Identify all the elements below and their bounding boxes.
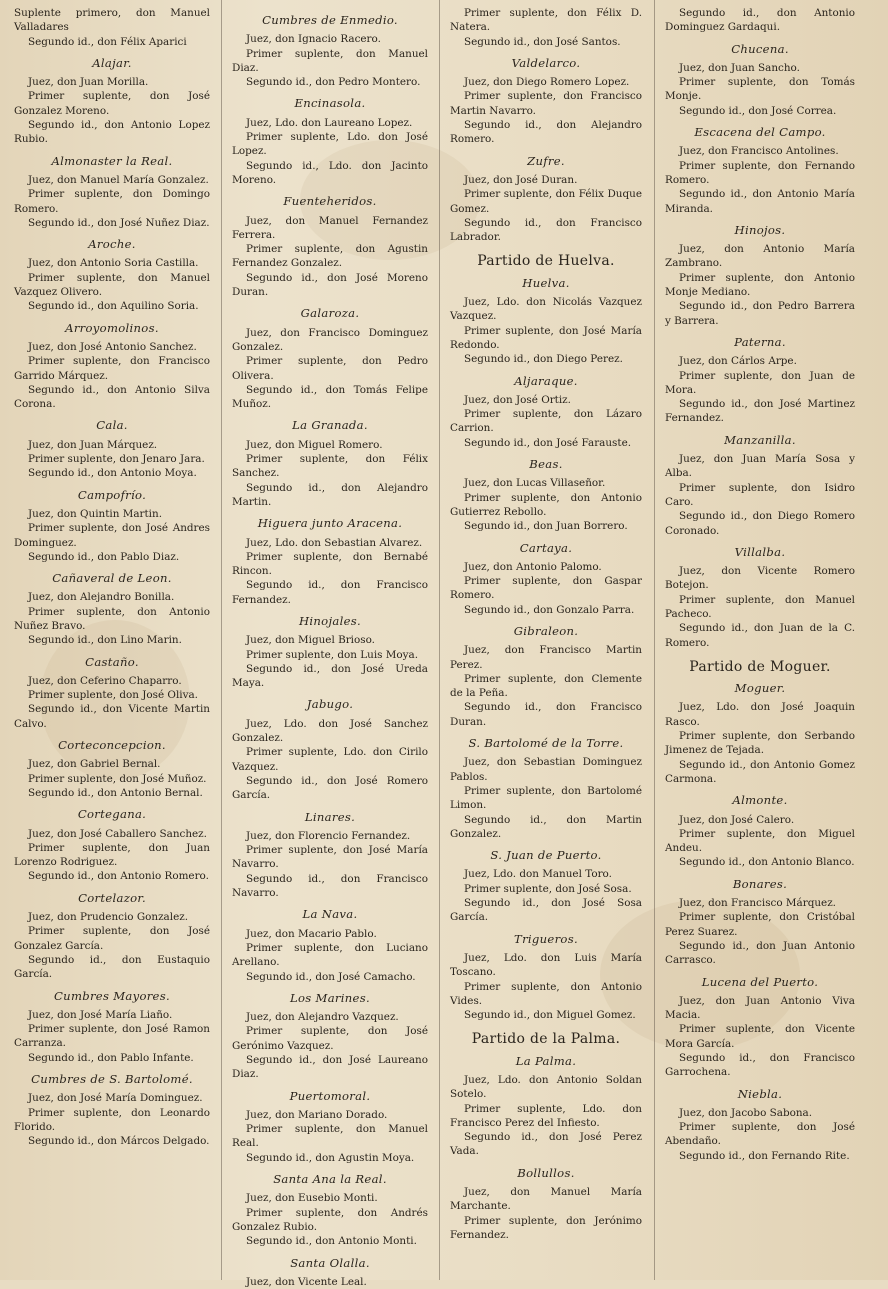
appointment-entry: Primer suplente, don José Abendaño.	[665, 1121, 855, 1148]
appointment-entry: Segundo id., don Diego Romero Coronado.	[665, 510, 855, 537]
column-divider	[439, 0, 440, 1280]
town-heading: Niebla.	[737, 1086, 783, 1101]
appointment-entry: Juez, don Florencio Fernandez.	[246, 829, 411, 842]
appointment-entry: Juez, don José María Dominguez.	[28, 1092, 203, 1105]
appointment-entry: Primer suplente, don Antonio Vides.	[450, 980, 642, 1007]
appointment-entry: Primer suplente, don Jenaro Jara.	[28, 453, 205, 466]
appointment-entry: Primer suplente, don Manuel Pacheco.	[665, 593, 855, 620]
appointment-entry: Juez, don Cárlos Arpe.	[679, 355, 797, 368]
town-heading: Puertomoral.	[289, 1088, 371, 1103]
appointment-entry: Primer suplente, don Antonio Nuñez Bravo.	[14, 605, 210, 632]
appointment-entry: Segundo id., don Diego Perez.	[464, 353, 623, 366]
appointment-entry: Segundo id., don Antonio Lopez Rubio.	[14, 119, 210, 146]
appointment-entry: Primer suplente, don Félix Duque Gomez.	[450, 188, 642, 215]
column-divider	[221, 0, 222, 1280]
appointment-entry: Primer suplente, don Luis Moya.	[246, 648, 419, 661]
appointment-entry: Juez, don Gabriel Bernal.	[28, 758, 161, 771]
appointment-entry: Primer suplente, Ldo. don José Lopez.	[232, 131, 428, 158]
town-heading: Cumbres de S. Bartolomé.	[31, 1072, 193, 1086]
appointment-entry: Segundo id., Ldo. don Jacinto Moreno.	[232, 159, 428, 186]
appointment-entry: Primer suplente, don Leonardo Florido.	[14, 1106, 210, 1133]
appointment-entry: Primer suplente, don Manuel Real.	[232, 1123, 428, 1150]
appointment-entry: Segundo id., don Antonio María Miranda.	[665, 188, 855, 215]
appointment-entry: Primer suplente, don Luciano Arellano.	[232, 941, 428, 969]
town-heading: Villalba.	[734, 544, 786, 559]
town-heading: Galaroza.	[300, 306, 360, 321]
town-heading: Bonares.	[732, 876, 788, 891]
appointment-entry: Juez, Ldo. don José Joaquin Rasco.	[665, 701, 855, 728]
appointment-entry: Segundo id., don José Nuñez Diaz.	[28, 216, 210, 229]
appointment-entry: Primer suplente, don Clemente de la Peña.	[450, 672, 642, 700]
appointment-entry: Primer suplente, don Cristóbal Perez Suarez.	[665, 911, 855, 938]
town-heading: La Palma.	[515, 1053, 577, 1068]
town-heading: Moguer.	[734, 681, 786, 696]
appointment-entry: Segundo id., don José Camacho.	[246, 970, 416, 983]
town-heading: Lucena del Puerto.	[701, 974, 819, 989]
appointment-entry: Primer suplente, don Manuel Diaz.	[232, 47, 428, 74]
appointment-entry: Juez, don Francisco Márquez.	[679, 897, 836, 910]
appointment-entry: Primer suplente, don Jerónimo Fernandez.	[450, 1214, 642, 1241]
appointment-entry: Primer suplente, don Lázaro Carrion.	[450, 408, 642, 435]
appointment-entry: Primer suplente, don Vicente Mora García.	[665, 1023, 855, 1050]
town-heading: Linares.	[304, 809, 356, 824]
appointment-entry: Segundo id., don Tomás Felipe Muñoz.	[232, 383, 428, 411]
town-heading: Bollullos.	[517, 1165, 575, 1180]
appointment-entry: Juez, don José Antonio Sanchez.	[28, 340, 197, 353]
appointment-entry: Juez, Ldo. don Manuel Toro.	[464, 868, 612, 881]
appointment-entry: Juez, Ldo. don Laureano Lopez.	[246, 116, 413, 129]
text-column-3	[450, 6, 642, 1276]
town-heading: Almonaster la Real.	[51, 153, 173, 168]
appointment-entry: Segundo id., don Francisco Duran.	[450, 701, 642, 728]
appointment-entry: Segundo id., don José Laureano Diaz.	[232, 1054, 428, 1081]
town-heading: Los Marines.	[290, 990, 370, 1005]
text-column-1	[14, 6, 210, 1276]
appointment-entry: Segundo id., don Pedro Montero.	[246, 76, 421, 89]
appointment-entry: Primer suplente, don Serbando Jimenez de Tejada.	[665, 730, 855, 757]
appointment-entry: Segundo id., don Alejandro Romero.	[450, 119, 642, 146]
town-heading: Almonte.	[732, 793, 788, 808]
town-heading: Huelva.	[522, 275, 570, 290]
appointment-entry: Juez, Ldo. don Luis María Toscano.	[450, 951, 642, 979]
appointment-entry: Juez, don Miguel Romero.	[246, 438, 383, 451]
appointment-entry: Segundo id., don Márcos Delgado.	[28, 1135, 210, 1148]
appointment-entry: Juez, don José Duran.	[464, 173, 578, 186]
appointment-entry: Primer suplente, don Isidro Caro.	[665, 481, 855, 508]
appointment-entry: Segundo id., don José Sosa García.	[450, 897, 642, 924]
appointment-entry: Juez, don Manuel María Gonzalez.	[28, 173, 209, 186]
town-heading: Cumbres Mayores.	[54, 988, 170, 1003]
town-heading: Zufre.	[527, 153, 565, 168]
appointment-entry: Juez, don Miguel Brioso.	[246, 634, 375, 647]
appointment-entry: Segundo id., don Antonio Romero.	[28, 870, 209, 883]
town-heading: Paterna.	[734, 334, 786, 349]
appointment-entry: Segundo id., don Fernando Rite.	[679, 1149, 850, 1162]
appointment-entry: Segundo id., don Francisco Navarro.	[232, 872, 428, 900]
appointment-entry: Segundo id., don Pablo Infante.	[28, 1051, 194, 1064]
appointment-entry: Segundo id., don Pablo Diaz.	[28, 550, 180, 563]
appointment-entry: Primer suplente, don Agustin Fernandez Gonzalez.	[232, 243, 428, 270]
appointment-entry: Primer suplente, don Juan Lorenzo Rodriguez.	[14, 841, 210, 869]
appointment-entry: Juez, don Antonio Soria Castilla.	[28, 257, 199, 270]
appointment-entry: Primer suplente, don Miguel Andeu.	[665, 827, 855, 855]
town-heading: Cortelazor.	[78, 890, 146, 905]
town-heading: Hinojales.	[299, 613, 361, 628]
appointment-entry: Juez, don Vicente Leal.	[246, 1275, 367, 1288]
appointment-entry: Juez, don Vicente Romero Botejon.	[665, 565, 855, 592]
town-heading: Higuera junto Aracena.	[257, 516, 403, 531]
appointment-entry: Primer suplente, don Francisco Garrido Márquez.	[14, 355, 210, 382]
appointment-entry: Segundo id., don Antonio Monti.	[246, 1235, 417, 1248]
appointment-entry: Segundo id., don Francisco Garrochena.	[665, 1052, 855, 1079]
town-heading: Arroyomolinos.	[65, 320, 159, 335]
town-heading: Trigueros.	[514, 931, 578, 946]
appointment-entry: Primer suplente, don Francisco Martin Navarro.	[450, 90, 642, 117]
appointment-entry: Segundo id., don Martin Gonzalez.	[450, 813, 642, 840]
appointment-entry: Primer suplente, don José Muñoz.	[28, 772, 207, 785]
appointment-entry: Segundo id., don Eustaquio García.	[14, 953, 210, 981]
appointment-entry: Segundo id., don Juan Borrero.	[464, 520, 628, 533]
district-heading: Partido de Moguer.	[689, 658, 831, 675]
appointment-entry: Primer suplente, don Juan de Mora.	[665, 369, 855, 396]
appointment-entry: Juez, don Ignacio Racero.	[246, 33, 381, 46]
appointment-entry: Primer suplente, don José María Navarro.	[232, 844, 428, 871]
appointment-entry: Primer suplente, don Manuel Vazquez Olivero.	[14, 271, 210, 299]
town-heading: Alajar.	[92, 55, 132, 70]
appointment-entry: Segundo id., don José Ureda Maya.	[232, 662, 428, 690]
appointment-entry: Primer suplente, don José Oliva.	[28, 689, 198, 702]
appointment-entry: Primer suplente, don José Gonzalez Moreno.	[14, 90, 210, 117]
appointment-entry: Segundo id., don Pedro Barrera y Barrera.	[665, 300, 855, 327]
town-heading: S. Bartolomé de la Torre.	[468, 736, 624, 751]
appointment-entry: Primer suplente, don Antonio Gutierrez Rebollo.	[450, 491, 642, 518]
appointment-entry: Segundo id., don José Perez Vada.	[450, 1131, 642, 1158]
town-heading: Escacena del Campo.	[694, 125, 826, 140]
appointment-entry: Segundo id., don José Romero García.	[232, 774, 428, 802]
town-heading: Hinojos.	[734, 222, 786, 237]
appointment-entry: Juez, don Juan Márquez.	[28, 438, 158, 451]
appointment-entry: Segundo id., don Miguel Gomez.	[464, 1009, 636, 1022]
appointment-entry: Juez, don Prudencio Gonzalez.	[28, 911, 188, 924]
appointment-entry: Juez, Ldo. don José Sanchez Gonzalez.	[232, 717, 428, 745]
appointment-entry: Juez, don Manuel Fernandez Ferrera.	[232, 214, 428, 241]
appointment-entry: Primer suplente, don José Ramon Carranza.	[14, 1023, 210, 1050]
appointment-entry: Primer suplente, don Tomás Monje.	[665, 76, 855, 103]
appointment-entry: Juez, don Francisco Antolines.	[679, 145, 839, 158]
appointment-entry: Segundo id., don Juan de la C. Romero.	[665, 622, 855, 649]
appointment-entry: Segundo id., don Agustin Moya.	[246, 1151, 415, 1164]
town-heading: Cumbres de Enmedio.	[262, 13, 398, 27]
town-heading: Santa Olalla.	[290, 1255, 370, 1270]
town-heading: Cala.	[96, 418, 128, 433]
appointment-entry: Segundo id., don Alejandro Martin.	[232, 481, 428, 508]
appointment-entry: Primer suplente, don Fernando Romero.	[665, 159, 855, 186]
appointment-entry: Primer suplente, don Domingo Romero.	[14, 188, 210, 215]
appointment-entry: Primer suplente, don Bernabé Rincon.	[232, 550, 428, 578]
appointment-entry: Juez, don Manuel María Marchante.	[450, 1186, 642, 1213]
appointment-entry: Segundo id., don Vicente Martin Calvo.	[14, 703, 210, 730]
text-column-2	[232, 6, 428, 1288]
appointment-entry: Juez, don Alejandro Bonilla.	[28, 591, 175, 604]
appointment-entry: Juez, Ldo. don Sebastian Alvarez.	[246, 536, 423, 549]
appointment-entry: Juez, don José Ortiz.	[464, 393, 571, 406]
appointment-entry: Primer suplente, don José Andres Dominguez.	[14, 522, 210, 549]
column-divider	[654, 0, 655, 1280]
appointment-entry: Juez, don Ceferino Chaparro.	[28, 674, 182, 687]
appointment-entry: Juez, don Diego Romero Lopez.	[464, 76, 630, 89]
town-heading: Cortegana.	[77, 807, 147, 822]
town-heading: Valdelarco.	[511, 55, 581, 70]
appointment-entry: Segundo id., don Francisco Fernandez.	[232, 579, 428, 606]
town-heading: La Granada.	[292, 418, 368, 433]
appointment-entry: Juez, Ldo. don Nicolás Vazquez Vazquez.	[450, 296, 642, 323]
appointment-entry: Segundo id., don Francisco Labrador.	[450, 216, 642, 244]
appointment-entry: Primer suplente, Ldo. don Cirilo Vazquez.	[232, 746, 428, 773]
appointment-entry: Segundo id., don José Santos.	[464, 35, 621, 48]
appointment-entry: Primer suplente, Ldo. don Francisco Perez del Infiesto.	[450, 1102, 642, 1129]
appointment-entry: Segundo id., don Aquilino Soria.	[28, 300, 199, 313]
appointment-entry: Juez, don José Calero.	[679, 813, 795, 826]
appointment-entry: Juez, don Antonio Palomo.	[464, 560, 602, 573]
appointment-entry: Juez, Ldo. don Antonio Soldan Sotelo.	[450, 1074, 642, 1101]
appointment-entry: Juez, don Juan Antonio Viva Macia.	[665, 994, 855, 1022]
town-heading: Gibraleon.	[513, 623, 579, 638]
appointment-entry: Juez, don Francisco Dominguez Gonzalez.	[232, 326, 428, 353]
town-heading: Jabugo.	[306, 697, 354, 712]
appointment-entry: Primer suplente, don Andrés Gonzalez Rubio.	[232, 1206, 428, 1233]
appointment-entry: Suplente primero, don Manuel Valladares	[14, 7, 210, 34]
appointment-entry: Juez, don Sebastian Dominguez Pablos.	[450, 756, 642, 783]
town-heading: Chucena.	[731, 41, 789, 56]
appointment-entry: Primer suplente, don Félix D. Natera.	[450, 7, 642, 34]
town-heading: Fuenteheridos.	[283, 194, 377, 209]
appointment-entry: Juez, don Lucas Villaseñor.	[464, 477, 606, 490]
appointment-entry: Juez, don Juan Sancho.	[679, 61, 800, 74]
appointment-entry: Juez, don Eusebio Monti.	[246, 1192, 378, 1205]
district-heading: Partido de Huelva.	[477, 253, 615, 270]
district-heading: Partido de la Palma.	[471, 1031, 621, 1048]
town-heading: Corteconcepcion.	[58, 738, 166, 753]
appointment-entry: Juez, don Alejandro Vazquez.	[246, 1011, 399, 1024]
appointment-entry: Juez, don Jacobo Sabona.	[679, 1106, 813, 1119]
appointment-entry: Segundo id., don Félix Aparici	[28, 35, 187, 48]
town-heading: Santa Ana la Real.	[273, 1172, 387, 1187]
appointment-entry: Juez, don Mariano Dorado.	[246, 1108, 388, 1121]
town-heading: Campofrío.	[77, 487, 147, 502]
appointment-entry: Primer suplente, don Antonio Monje Mediano.	[665, 271, 855, 299]
appointment-entry: Juez, don Macario Pablo.	[246, 927, 377, 940]
appointment-entry: Segundo id., don Lino Marin.	[28, 634, 182, 647]
appointment-entry: Segundo id., don Antonio Bernal.	[28, 786, 203, 799]
appointment-entry: Juez, don Quintin Martin.	[28, 507, 163, 520]
appointment-entry: Juez, don José María Liaño.	[28, 1008, 173, 1021]
town-heading: La Nava.	[302, 907, 358, 922]
town-heading: Castaño.	[85, 654, 139, 669]
appointment-entry: Juez, don Juan María Sosa y Alba.	[665, 453, 855, 480]
town-heading: S. Juan de Puerto.	[490, 848, 602, 863]
appointment-entry: Primer suplente, don Gaspar Romero.	[450, 575, 642, 602]
appointment-entry: Segundo id., don Antonio Blanco.	[679, 856, 855, 869]
appointment-entry: Primer suplente, don José María Redondo.	[450, 324, 642, 351]
appointment-entry: Segundo id., don José Correa.	[679, 104, 837, 117]
appointment-entry: Primer suplente, don José Gerónimo Vazquez.	[232, 1025, 428, 1052]
town-heading: Encinasola.	[294, 96, 366, 111]
town-heading: Manzanilla.	[724, 432, 796, 447]
appointment-entry: Segundo id., don Antonio Silva Corona.	[14, 383, 210, 411]
appointment-entry: Segundo id., don Gonzalo Parra.	[464, 603, 635, 616]
town-heading: Cartaya.	[519, 540, 573, 555]
appointment-entry: Primer suplente, don José Gonzalez García.	[14, 925, 210, 952]
text-column-4	[665, 6, 855, 1276]
town-heading: Beas.	[529, 457, 563, 472]
appointment-entry: Segundo id., don José Farauste.	[464, 436, 632, 449]
appointment-entry: Juez, don Juan Morilla.	[28, 76, 149, 89]
appointment-entry: Segundo id., don Antonio Moya.	[28, 467, 197, 480]
appointment-entry: Primer suplente, don Félix Sanchez.	[232, 453, 428, 480]
appointment-entry: Juez, don Francisco Martin Perez.	[450, 644, 642, 671]
appointment-entry: Primer suplente, don Bartolomé Limon.	[450, 784, 642, 812]
appointment-entry: Segundo id., don Juan Antonio Carrasco.	[665, 939, 855, 967]
appointment-entry: Primer suplente, don Pedro Olivera.	[232, 355, 428, 382]
appointment-entry: Juez, don José Caballero Sanchez.	[28, 827, 207, 840]
appointment-entry: Segundo id., don Antonio Gomez Carmona.	[665, 758, 855, 785]
town-heading: Aroche.	[88, 237, 136, 252]
town-heading: Cañaveral de Leon.	[52, 571, 172, 586]
appointment-entry: Segundo id., don Antonio Dominguez Gardaqui.	[665, 7, 855, 34]
appointment-entry: Primer suplente, don José Sosa.	[464, 882, 632, 895]
appointment-entry: Segundo id., don José Martinez Fernandez.	[665, 398, 855, 425]
appointment-entry: Segundo id., don José Moreno Duran.	[232, 271, 428, 299]
town-heading: Aljaraque.	[514, 373, 578, 388]
appointment-entry: Juez, don Antonio María Zambrano.	[665, 243, 855, 270]
